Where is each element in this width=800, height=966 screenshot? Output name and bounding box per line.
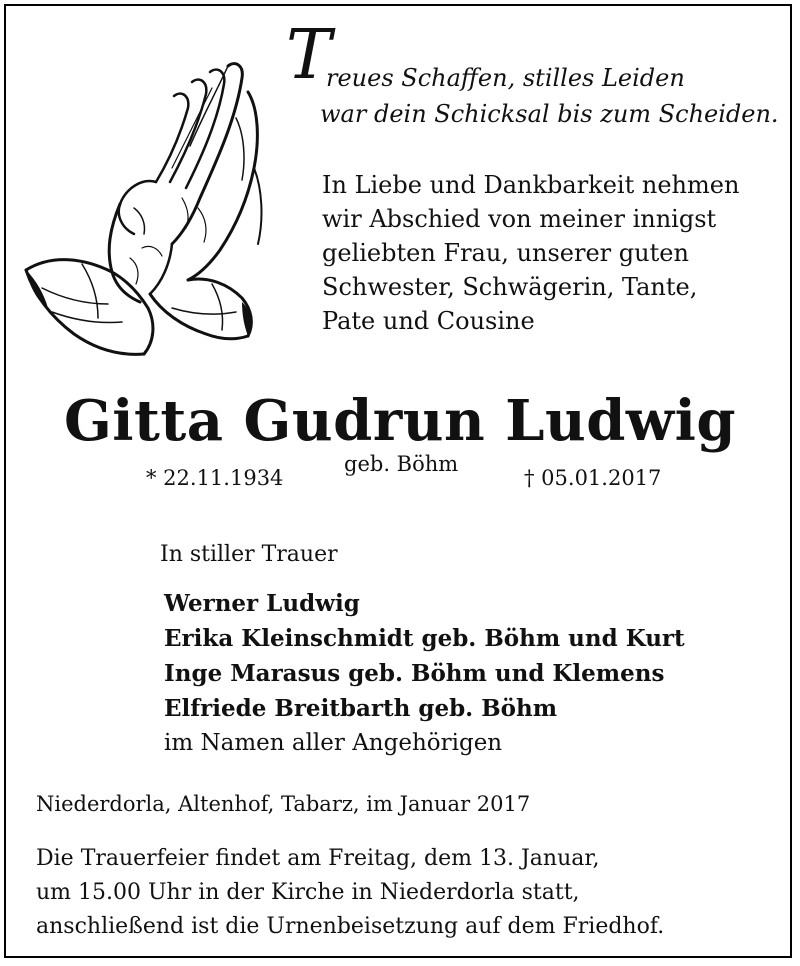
mourners-list bbox=[164, 586, 685, 761]
farewell-line: Pate und Cousine bbox=[322, 307, 535, 335]
farewell-text bbox=[322, 168, 762, 338]
funeral-information bbox=[36, 842, 664, 944]
verse-line-2: war dein Schicksal bis zum Scheiden. bbox=[320, 100, 779, 128]
deceased-name: Gitta Gudrun Ludwig bbox=[63, 388, 737, 454]
farewell-line: geliebten Frau, unserer guten bbox=[322, 239, 689, 267]
mourners-closing: im Namen aller Angehörigen bbox=[164, 730, 503, 756]
funeral-line: Die Trauerfeier findet am Freitag, dem 13. Januar, bbox=[36, 846, 600, 871]
farewell-line: wir Abschied von meiner innigst bbox=[322, 205, 717, 233]
farewell-line: Schwester, Schwägerin, Tante, bbox=[322, 273, 698, 301]
maiden-name: geb. Böhm bbox=[344, 452, 459, 476]
mourner-name: Elfriede Breitbarth geb. Böhm bbox=[164, 695, 558, 722]
verse-drop-cap: T bbox=[286, 16, 332, 95]
funeral-line: um 15.00 Uhr in der Kirche in Niederdorla statt, bbox=[36, 880, 580, 905]
place-and-date: Niederdorla, Altenhof, Tabarz, im Januar 2017 bbox=[36, 792, 531, 816]
mourner-name: Inge Marasus geb. Böhm und Klemens bbox=[164, 660, 665, 687]
mourning-heading: In stiller Trauer bbox=[160, 542, 338, 567]
farewell-line: In Liebe und Dankbarkeit nehmen bbox=[322, 171, 740, 199]
mourner-name: Erika Kleinschmidt geb. Böhm und Kurt bbox=[164, 625, 685, 652]
mourner-name: Werner Ludwig bbox=[164, 590, 360, 617]
death-date: † 05.01.2017 bbox=[524, 466, 662, 490]
verse-line-1: reues Schaffen, stilles Leiden bbox=[326, 64, 685, 92]
praying-hands-icon bbox=[22, 58, 268, 360]
birth-date: * 22.11.1934 bbox=[146, 466, 284, 490]
funeral-line: anschließend ist die Urnenbeisetzung auf dem Friedhof. bbox=[36, 914, 665, 939]
